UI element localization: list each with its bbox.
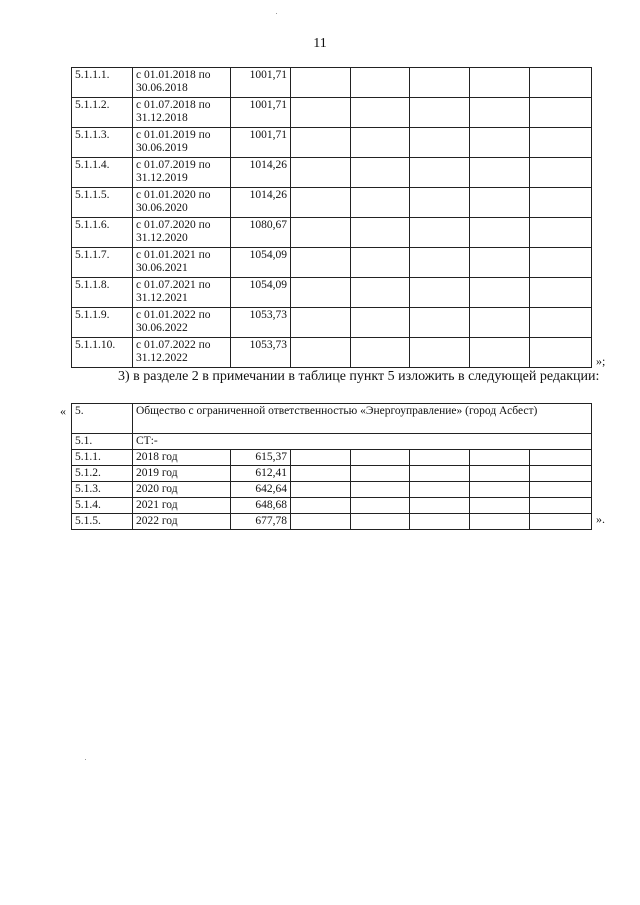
empty-cell	[291, 68, 351, 98]
empty-cell	[291, 188, 351, 218]
row-value: 1054,09	[231, 248, 291, 278]
empty-cell	[410, 514, 470, 530]
row-code: 5.1.2.	[72, 466, 133, 482]
row-value: 677,78	[231, 514, 291, 530]
empty-cell	[530, 98, 592, 128]
row-value: 615,37	[231, 450, 291, 466]
empty-cell	[470, 188, 530, 218]
empty-cell	[351, 158, 410, 188]
empty-cell	[470, 498, 530, 514]
tariff-type-label: СТ:-	[133, 434, 592, 450]
empty-cell	[351, 188, 410, 218]
empty-cell	[410, 338, 470, 368]
table-row	[72, 308, 592, 338]
table-row-header	[72, 404, 592, 434]
closing-quote-semicolon: »;	[596, 354, 606, 368]
empty-cell	[410, 308, 470, 338]
empty-cell	[470, 466, 530, 482]
table-row	[72, 482, 592, 498]
empty-cell	[291, 248, 351, 278]
row-code: 5.1.1.9.	[72, 308, 133, 338]
empty-cell	[291, 482, 351, 498]
row-value: 1014,26	[231, 188, 291, 218]
empty-cell	[410, 218, 470, 248]
empty-cell	[530, 158, 592, 188]
row-period: с 01.01.2020 по 30.06.2020	[133, 188, 231, 218]
row-value: 642,64	[231, 482, 291, 498]
empty-cell	[291, 466, 351, 482]
row-code: 5.1.1.8.	[72, 278, 133, 308]
row-year: 2020 год	[133, 482, 231, 498]
empty-cell	[351, 514, 410, 530]
table-row	[72, 128, 592, 158]
row-code: 5.1.1.2.	[72, 98, 133, 128]
empty-cell	[530, 218, 592, 248]
empty-cell	[530, 128, 592, 158]
empty-cell	[470, 218, 530, 248]
opening-quote: «	[60, 404, 66, 418]
empty-cell	[530, 248, 592, 278]
empty-cell	[410, 278, 470, 308]
empty-cell	[351, 218, 410, 248]
row-period: с 01.01.2018 по 30.06.2018	[133, 68, 231, 98]
empty-cell	[351, 482, 410, 498]
row-code: 5.1.1.6.	[72, 218, 133, 248]
empty-cell	[530, 278, 592, 308]
empty-cell	[470, 514, 530, 530]
row-code: 5.1.1.3.	[72, 128, 133, 158]
row-value: 612,41	[231, 466, 291, 482]
empty-cell	[291, 450, 351, 466]
table-row	[72, 188, 592, 218]
row-period: с 01.01.2021 по 30.06.2021	[133, 248, 231, 278]
row-value: 1053,73	[231, 308, 291, 338]
empty-cell	[470, 338, 530, 368]
tariff-table-periods	[71, 67, 592, 368]
empty-cell	[351, 498, 410, 514]
empty-cell	[351, 68, 410, 98]
empty-cell	[291, 218, 351, 248]
empty-cell	[351, 450, 410, 466]
empty-cell	[291, 278, 351, 308]
empty-cell	[470, 248, 530, 278]
empty-cell	[351, 98, 410, 128]
row-code: 5.1.1.5.	[72, 188, 133, 218]
empty-cell	[530, 68, 592, 98]
scan-speck	[85, 759, 86, 760]
empty-cell	[291, 308, 351, 338]
row-year: 2018 год	[133, 450, 231, 466]
row-year: 2019 год	[133, 466, 231, 482]
row-code: 5.	[72, 404, 133, 434]
row-value: 1054,09	[231, 278, 291, 308]
empty-cell	[410, 482, 470, 498]
table-row	[72, 278, 592, 308]
table-row	[72, 498, 592, 514]
row-period: с 01.01.2022 по 30.06.2022	[133, 308, 231, 338]
row-code: 5.1.5.	[72, 514, 133, 530]
empty-cell	[530, 514, 592, 530]
row-period: с 01.07.2021 по 31.12.2021	[133, 278, 231, 308]
empty-cell	[291, 338, 351, 368]
empty-cell	[470, 308, 530, 338]
empty-cell	[530, 466, 592, 482]
row-code: 5.1.3.	[72, 482, 133, 498]
organization-name: Общество с ограниченной ответственностью «Энергоуправление» (город Асбест)	[133, 404, 592, 434]
empty-cell	[470, 98, 530, 128]
empty-cell	[470, 482, 530, 498]
empty-cell	[530, 450, 592, 466]
empty-cell	[410, 98, 470, 128]
table-row	[72, 514, 592, 530]
table-row-subheader	[72, 434, 592, 450]
row-value: 1080,67	[231, 218, 291, 248]
empty-cell	[351, 248, 410, 278]
page-number: 11	[313, 36, 327, 51]
table-row	[72, 338, 592, 368]
row-value: 1053,73	[231, 338, 291, 368]
empty-cell	[291, 128, 351, 158]
row-value: 648,68	[231, 498, 291, 514]
empty-cell	[291, 498, 351, 514]
table-row	[72, 158, 592, 188]
row-code: 5.1.	[72, 434, 133, 450]
empty-cell	[410, 188, 470, 218]
empty-cell	[530, 482, 592, 498]
empty-cell	[410, 498, 470, 514]
row-period: с 01.07.2022 по 31.12.2022	[133, 338, 231, 368]
empty-cell	[530, 338, 592, 368]
empty-cell	[470, 68, 530, 98]
row-value: 1001,71	[231, 98, 291, 128]
empty-cell	[470, 450, 530, 466]
empty-cell	[291, 98, 351, 128]
row-value: 1001,71	[231, 68, 291, 98]
amendment-paragraph: 3) в разделе 2 в примечании в таблице пункт 5 изложить в следующей редакции:	[118, 369, 600, 384]
empty-cell	[410, 128, 470, 158]
table-row	[72, 466, 592, 482]
row-code: 5.1.1.1.	[72, 68, 133, 98]
row-value: 1014,26	[231, 158, 291, 188]
table-row	[72, 450, 592, 466]
empty-cell	[470, 128, 530, 158]
row-code: 5.1.1.10.	[72, 338, 133, 368]
row-code: 5.1.4.	[72, 498, 133, 514]
empty-cell	[351, 308, 410, 338]
scan-speck	[276, 13, 277, 14]
empty-cell	[470, 158, 530, 188]
row-code: 5.1.1.	[72, 450, 133, 466]
row-period: с 01.07.2020 по 31.12.2020	[133, 218, 231, 248]
empty-cell	[470, 278, 530, 308]
row-year: 2021 год	[133, 498, 231, 514]
tariff-table-years	[71, 403, 592, 530]
empty-cell	[291, 158, 351, 188]
row-value: 1001,71	[231, 128, 291, 158]
empty-cell	[351, 338, 410, 368]
empty-cell	[291, 514, 351, 530]
empty-cell	[530, 308, 592, 338]
row-period: с 01.07.2019 по 31.12.2019	[133, 158, 231, 188]
table-row	[72, 248, 592, 278]
empty-cell	[410, 466, 470, 482]
row-code: 5.1.1.7.	[72, 248, 133, 278]
table-row	[72, 218, 592, 248]
empty-cell	[351, 128, 410, 158]
empty-cell	[410, 248, 470, 278]
empty-cell	[530, 498, 592, 514]
closing-quote-period: ».	[596, 512, 605, 526]
empty-cell	[410, 68, 470, 98]
row-code: 5.1.1.4.	[72, 158, 133, 188]
table-row	[72, 68, 592, 98]
row-period: с 01.07.2018 по 31.12.2018	[133, 98, 231, 128]
empty-cell	[410, 450, 470, 466]
table-row	[72, 98, 592, 128]
empty-cell	[351, 278, 410, 308]
empty-cell	[351, 466, 410, 482]
row-year: 2022 год	[133, 514, 231, 530]
row-period: с 01.01.2019 по 30.06.2019	[133, 128, 231, 158]
empty-cell	[530, 188, 592, 218]
empty-cell	[410, 158, 470, 188]
